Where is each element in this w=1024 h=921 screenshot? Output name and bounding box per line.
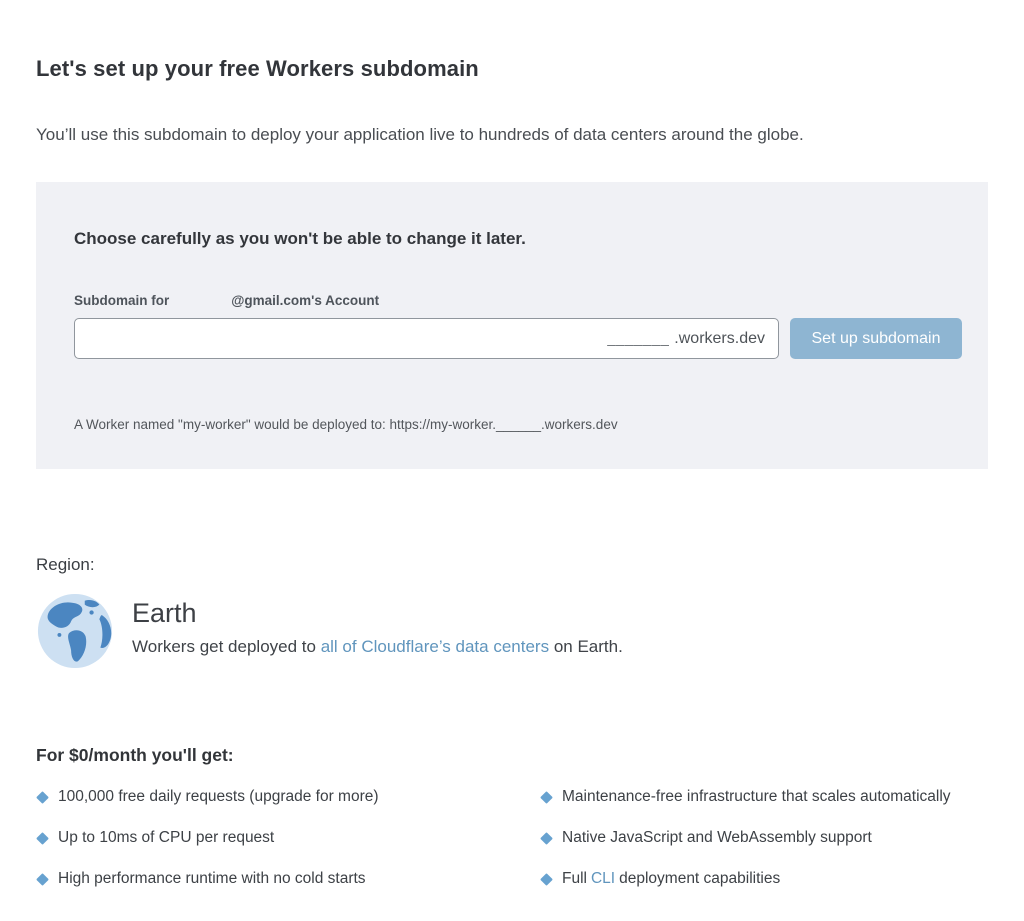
benefit-text: 100,000 free daily requests (upgrade for more): [58, 788, 379, 805]
region-section: [36, 592, 988, 670]
benefit-item: [540, 869, 951, 889]
benefit-text-suffix: deployment capabilities: [619, 870, 781, 887]
subdomain-input-wrap[interactable]: [74, 318, 779, 359]
diamond-bullet-icon: [36, 791, 49, 804]
subdomain-input[interactable]: [85, 330, 607, 347]
benefit-text-prefix: Full: [562, 870, 587, 887]
deployment-helper-text: A Worker named "my-worker" would be deployed to: https://my-worker.______.workers.dev: [74, 417, 618, 432]
region-name: Earth: [132, 598, 197, 628]
subdomain-input-row: [74, 318, 962, 359]
diamond-bullet-icon: [36, 873, 49, 886]
benefit-item: [540, 828, 951, 848]
benefit-item: [540, 787, 951, 807]
diamond-bullet-icon: [36, 832, 49, 845]
account-label-suffix: @gmail.com's Account: [231, 293, 380, 308]
benefit-text: High performance runtime with no cold starts: [58, 870, 366, 887]
region-desc-prefix: Workers get deployed to: [132, 637, 316, 656]
benefit-text: Native JavaScript and WebAssembly support: [562, 829, 872, 846]
workers-dev-suffix: .workers.dev: [674, 329, 765, 347]
benefit-item: [36, 828, 540, 848]
globe-americas-icon: [36, 592, 114, 670]
region-text: [132, 592, 623, 658]
diamond-bullet-icon: [540, 832, 553, 845]
region-description: [132, 636, 623, 658]
benefit-item: [36, 869, 540, 889]
region-desc-suffix: on Earth.: [553, 637, 623, 656]
region-label: Region:: [36, 555, 95, 574]
subdomain-redacted-blank: _______: [607, 330, 670, 347]
benefits-list-right: [540, 787, 951, 910]
benefit-text: Up to 10ms of CPU per request: [58, 829, 275, 846]
diamond-bullet-icon: [540, 791, 553, 804]
subdomain-field-label: [74, 292, 962, 309]
benefits-heading: For $0/month you'll get:: [36, 745, 234, 765]
benefits-lists: [36, 787, 988, 910]
setup-subdomain-button[interactable]: Set up subdomain: [790, 318, 962, 359]
cloudflare-data-centers-link[interactable]: all of Cloudflare’s data centers: [320, 637, 550, 656]
benefit-text: Maintenance-free infrastructure that scales automatically: [562, 788, 951, 805]
page-title: Let's set up your free Workers subdomain: [36, 56, 479, 81]
intro-text: You’ll use this subdomain to deploy your application live to hundreds of data centers around the globe.: [36, 125, 804, 144]
cli-link[interactable]: CLI: [590, 870, 616, 887]
benefits-list-left: [36, 787, 540, 910]
diamond-bullet-icon: [540, 873, 553, 886]
warning-text: Choose carefully as you won't be able to change it later.: [74, 229, 526, 248]
benefit-item: [36, 787, 540, 807]
subdomain-setup-panel: [36, 182, 988, 469]
subdomain-label-prefix: Subdomain for: [74, 293, 170, 308]
